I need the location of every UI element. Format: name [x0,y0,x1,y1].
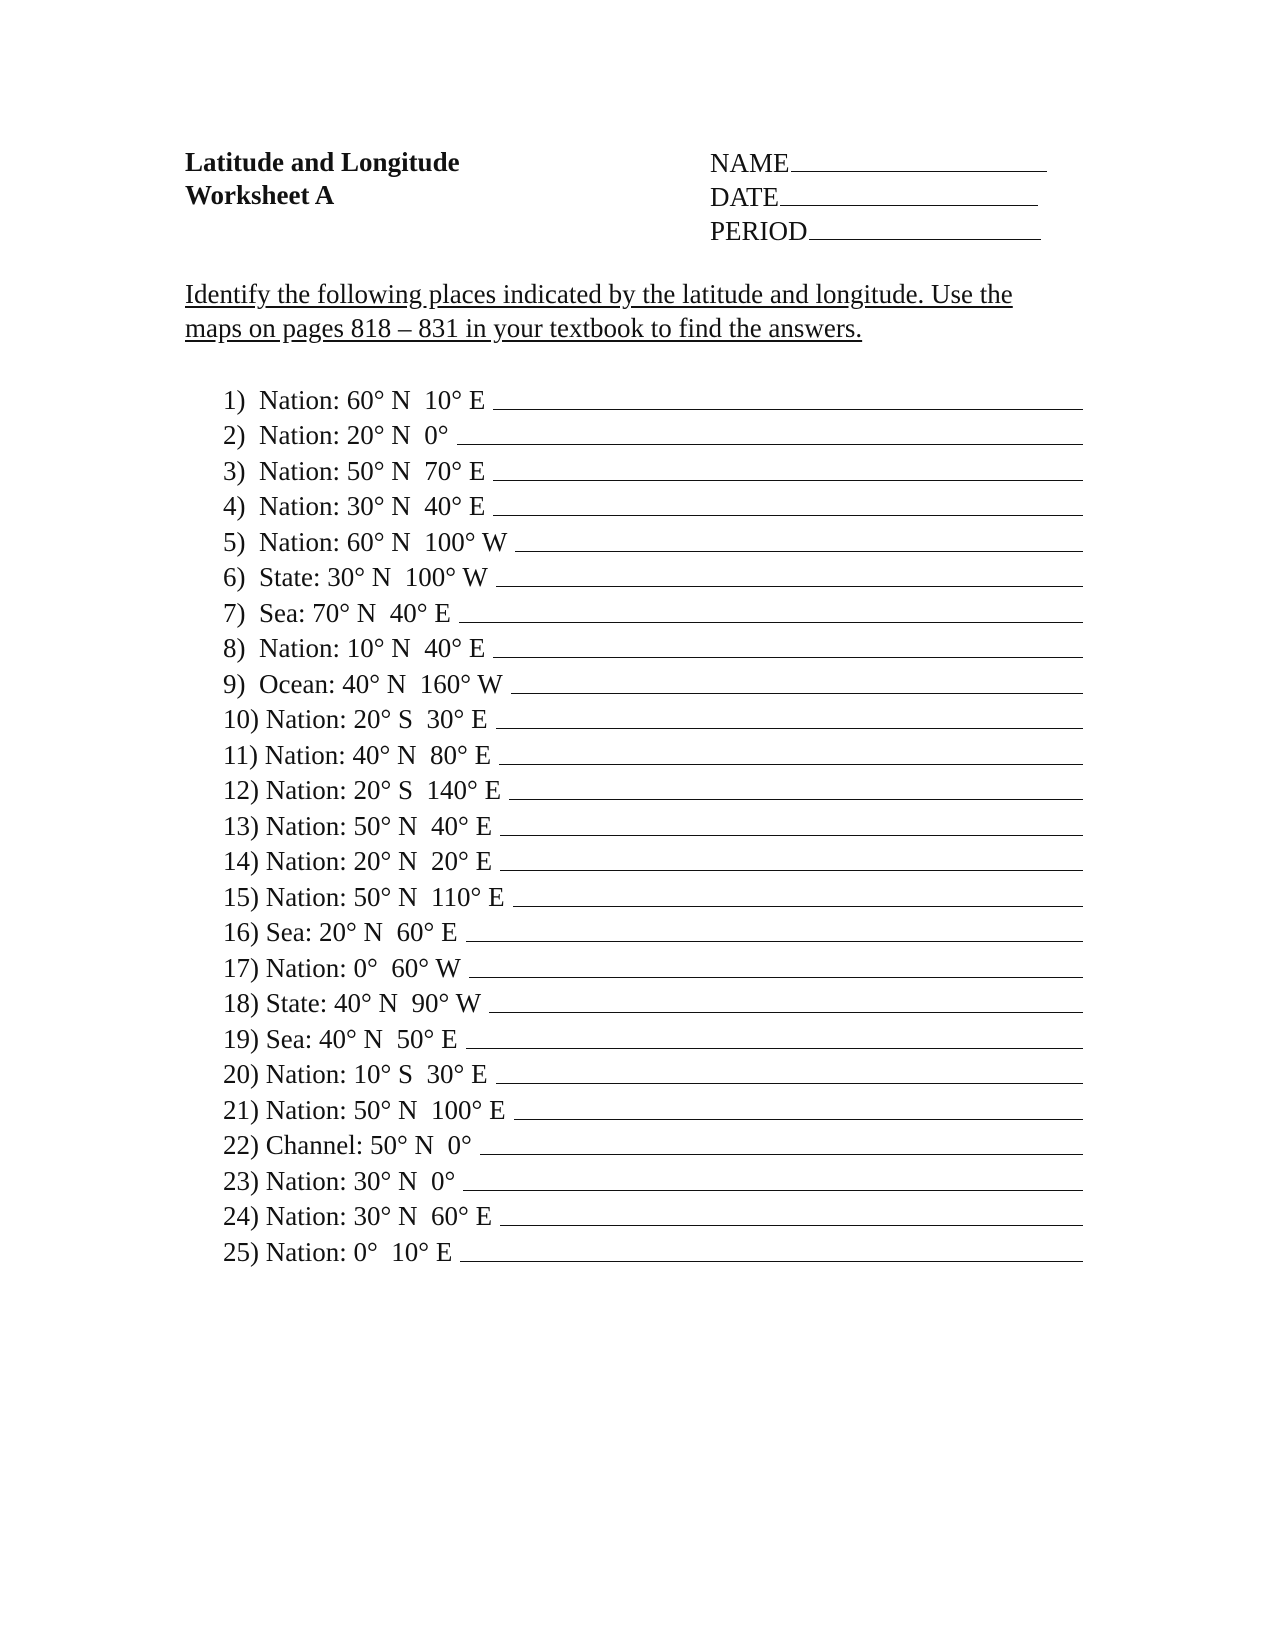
question-text: 5) Nation: 60° N 100° W [223,526,508,557]
question-text: 12) Nation: 20° S 140° E [223,775,502,805]
question-text: 1) Nation: 60° N 10° E [223,384,486,415]
answer-blank-line[interactable] [457,424,1083,445]
answer-blank-line[interactable] [500,850,1083,871]
question-text: 2) Nation: 20° N 0° [223,420,449,450]
date-field[interactable] [710,180,1047,214]
question-row [223,558,1083,594]
answer-blank-line[interactable] [500,1205,1083,1226]
question-text: 13) Nation: 50° N 40° E [223,810,493,841]
question-row [223,1232,1083,1268]
question-row [223,487,1083,523]
answer-blank-line[interactable] [493,460,1083,481]
question-row [223,877,1083,913]
name-blank-line[interactable] [791,149,1047,172]
answer-blank-line[interactable] [496,708,1083,729]
answer-blank-line[interactable] [511,673,1083,694]
question-text: 6) State: 30° N 100° W [223,562,488,592]
date-blank-line[interactable] [780,183,1038,206]
question-list [223,380,1083,1268]
question-row [223,451,1083,487]
question-text: 4) Nation: 30° N 40° E [223,491,486,521]
title-line-2: Worksheet A [185,180,335,210]
answer-blank-line[interactable] [466,1028,1083,1049]
answer-blank-line[interactable] [496,566,1083,587]
name-label: NAME [710,148,790,178]
question-row [223,806,1083,842]
student-info-block [710,146,1047,248]
question-text: 24) Nation: 30° N 60° E [223,1201,493,1231]
answer-blank-line[interactable] [500,815,1083,836]
question-text: 23) Nation: 30° N 0° [223,1165,456,1196]
question-row [223,1126,1083,1162]
answer-blank-line[interactable] [493,637,1083,658]
question-text: 10) Nation: 20° S 30° E [223,704,488,734]
question-row [223,664,1083,700]
answer-blank-line[interactable] [480,1134,1083,1155]
question-row [223,913,1083,949]
question-row [223,416,1083,452]
question-row [223,771,1083,807]
answer-blank-line[interactable] [496,1063,1083,1084]
answer-blank-line[interactable] [514,1099,1083,1120]
question-row [223,842,1083,878]
answer-blank-line[interactable] [509,779,1083,800]
answer-blank-line[interactable] [493,389,1083,410]
title-line-1: Latitude and Longitude [185,147,460,177]
question-text: 14) Nation: 20° N 20° E [223,846,493,876]
worksheet-title [185,146,460,212]
answer-blank-line[interactable] [469,957,1083,978]
date-label: DATE [710,182,779,212]
answer-blank-line[interactable] [466,921,1083,942]
question-row [223,1019,1083,1055]
answer-blank-line[interactable] [459,602,1083,623]
period-field[interactable] [710,214,1047,248]
answer-blank-line[interactable] [493,495,1083,516]
question-row [223,522,1083,558]
question-text: 20) Nation: 10° S 30° E [223,1059,488,1089]
question-text: 9) Ocean: 40° N 160° W [223,668,503,699]
answer-blank-line[interactable] [463,1170,1083,1191]
question-row [223,593,1083,629]
question-text: 3) Nation: 50° N 70° E [223,455,486,486]
answer-blank-line[interactable] [460,1241,1083,1262]
answer-blank-line[interactable] [499,744,1083,765]
period-label: PERIOD [710,216,808,246]
question-text: 19) Sea: 40° N 50° E [223,1023,458,1054]
question-row [223,735,1083,771]
question-text: 8) Nation: 10° N 40° E [223,633,486,663]
question-row [223,380,1083,416]
question-row [223,1090,1083,1126]
question-text: 16) Sea: 20° N 60° E [223,917,458,947]
question-text: 25) Nation: 0° 10° E [223,1236,453,1267]
question-text: 11) Nation: 40° N 80° E [223,739,492,770]
answer-blank-line[interactable] [515,531,1083,552]
question-text: 7) Sea: 70° N 40° E [223,597,451,628]
question-row [223,1161,1083,1197]
question-row [223,629,1083,665]
question-text: 17) Nation: 0° 60° W [223,952,461,983]
question-row [223,984,1083,1020]
name-field[interactable] [710,146,1047,180]
answer-blank-line[interactable] [513,886,1083,907]
period-blank-line[interactable] [809,217,1041,240]
question-row [223,1055,1083,1091]
question-text: 15) Nation: 50° N 110° E [223,881,505,912]
question-text: 22) Channel: 50° N 0° [223,1130,472,1160]
answer-blank-line[interactable] [489,992,1083,1013]
question-text: 21) Nation: 50° N 100° E [223,1094,506,1125]
question-row [223,700,1083,736]
question-text: 18) State: 40° N 90° W [223,988,482,1018]
instructions-text: Identify the following places indicated by the latitude and longitude. Use the maps on pages 818 – 831 in your textbook to find the answers. [185,279,1013,343]
question-row [223,948,1083,984]
question-row [223,1197,1083,1233]
